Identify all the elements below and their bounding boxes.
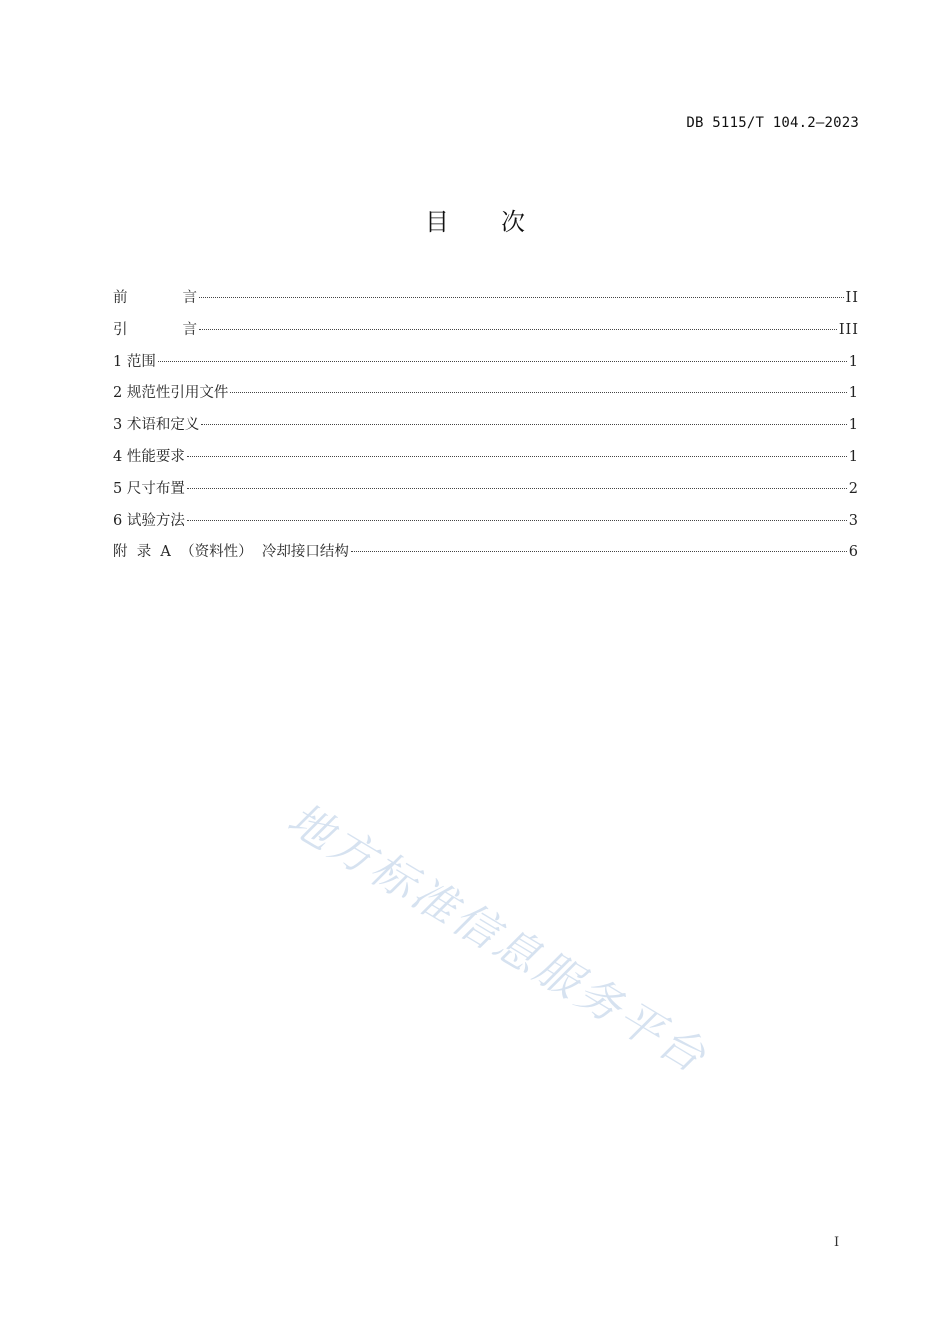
toc-leader-dots [199, 329, 837, 330]
toc-entry-terms[interactable] [113, 413, 859, 445]
toc-leader-dots [187, 456, 847, 457]
toc-entry-scope[interactable] [113, 350, 859, 382]
toc-entry-page: 1 [848, 353, 859, 370]
toc-leader-dots [158, 361, 847, 362]
toc-entry-foreword[interactable] [113, 286, 859, 318]
toc-entry-label: 前 言 [113, 290, 197, 306]
toc-title [0, 202, 950, 237]
toc-entry-performance[interactable] [113, 445, 859, 477]
toc-entry-page: 1 [848, 385, 859, 402]
toc-entry-introduction[interactable] [113, 318, 859, 350]
toc-entry-page: 1 [848, 448, 859, 465]
toc-leader-dots [187, 488, 847, 489]
toc-leader-dots [187, 520, 847, 521]
toc-title-char: 目 [425, 208, 449, 236]
toc-entry-appendix-a[interactable] [113, 540, 859, 572]
toc-entry-page: 1 [848, 417, 859, 434]
toc-entry-label: 附 录 A （资料性） 冷却接口结构 [113, 544, 349, 561]
page-number: I [834, 1235, 840, 1250]
standard-code: DB 5115/T 104.2—2023 [686, 115, 859, 131]
watermark: 地方标准信息服务平台 [278, 793, 717, 1085]
toc-entry-label: 6 试验方法 [113, 512, 185, 529]
toc-entry-label: 2 规范性引用文件 [113, 385, 229, 402]
toc-entry-page: III [838, 321, 859, 338]
toc-entry-page: II [845, 290, 859, 306]
toc-leader-dots [201, 424, 846, 425]
toc-title-char: 次 [501, 208, 525, 236]
toc-entry-label: 5 尺寸布置 [113, 480, 185, 497]
toc-entry-dimensions[interactable] [113, 477, 859, 509]
toc-entry-page: 3 [848, 512, 859, 529]
toc-entry-test-methods[interactable] [113, 509, 859, 541]
toc-entry-label: 4 性能要求 [113, 448, 185, 465]
toc-leader-dots [351, 551, 847, 552]
toc-leader-dots [199, 297, 844, 298]
toc-entry-label: 3 术语和定义 [113, 417, 200, 434]
toc-entry-normative-references[interactable] [113, 381, 859, 413]
toc-entry-label: 引 言 [113, 321, 197, 338]
toc-entry-page: 6 [848, 544, 859, 561]
toc-leader-dots [230, 392, 846, 393]
toc-list [113, 286, 859, 572]
toc-entry-page: 2 [848, 480, 859, 497]
toc-entry-label: 1 范围 [113, 353, 156, 370]
